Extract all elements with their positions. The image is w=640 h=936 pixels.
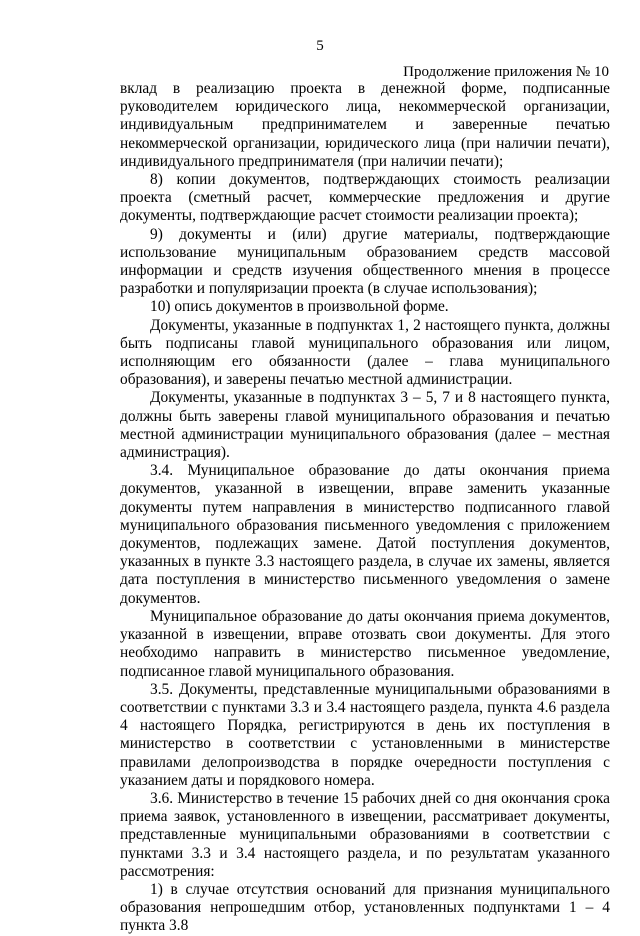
paragraph: 1) в случае отсутствия оснований для признания муниципального образования непрошедшим отбор, установленных подпунктами 1 – 4 пункта 3.8 xyxy=(120,880,610,935)
paragraph: 3.4. Муниципальное образование до даты окончания приема документов, указанной в извещении, вправе заменить указанные документы путем направления в министерство подписанного главой муниципального образования письменного уведомления с приложением документов, подлежащих замене. Датой поступления документов, указанных в пункте 3.3 настоящего раздела, в случае их замены, является дата поступления в министерство письменного уведомления о замене документов. xyxy=(120,462,610,607)
page-number: 5 xyxy=(316,38,324,54)
paragraph: 10) опись документов в произвольной форме. xyxy=(150,298,449,316)
paragraph: 9) документы и (или) другие материалы, подтверждающие использование муниципальным образованием средств массовой информации и средств изучения общественного мнения в процессе разработки и популяризации проекта (в случае использования); xyxy=(120,225,610,298)
document-body xyxy=(120,80,610,936)
paragraph: 3.6. Министерство в течение 15 рабочих дней со дня окончания срока приема заявок, установленного в извещении, рассматривает документы, представленные муниципальными образованиями в соответствии с пунктами 3.3 и 3.4 настоящего раздела, и по результатам указанного рассмотрения: xyxy=(120,789,610,880)
annex-continuation-title: Продолжение приложения № 10 xyxy=(403,64,609,80)
paragraph: Документы, указанные в подпунктах 1, 2 настоящего пункта, должны быть подписаны главой муниципального образования или лицом, исполняющим его обязанности (далее – глава муниципального образования), и заверены печатью местной администрации. xyxy=(120,316,610,389)
paragraph: вклад в реализацию проекта в денежной форме, подписанные руководителем юридического лица, некоммерческой организации, индивидуальным предпринимателем и заверенные печатью некоммерческой организации, юридического лица (при наличии печати), индивидуального предпринимателя (при наличии печати); xyxy=(120,80,610,170)
paragraph: 8) копии документов, подтверждающих стоимость реализации проекта (сметный расчет, коммерческие предложения и другие документы, подтверждающие расчет стоимости реализации проекта); xyxy=(120,171,610,225)
paragraph: Документы, указанные в подпунктах 3 – 5, 7 и 8 настоящего пункта, должны быть заверены главой муниципального образования и печатью местной администрации муниципального образования (далее – местная администрация). xyxy=(120,389,610,462)
paragraph: Муниципальное образование до даты окончания приема документов, указанной в извещении, вправе отозвать свои документы. Для этого необходимо направить в министерство письменное уведомление, подписанное главой муниципального образования. xyxy=(120,607,610,680)
paragraph: 3.5. Документы, представленные муниципальными образованиями в соответствии с пунктами 3.3 и 3.4 настоящего раздела, пункта 4.6 раздела 4 настоящего Порядка, регистрируются в день их поступления в министерство в соответствии с установленными в министерстве правилами делопроизводства в порядке очередности поступления с указанием даты и порядкового номера. xyxy=(120,680,610,789)
